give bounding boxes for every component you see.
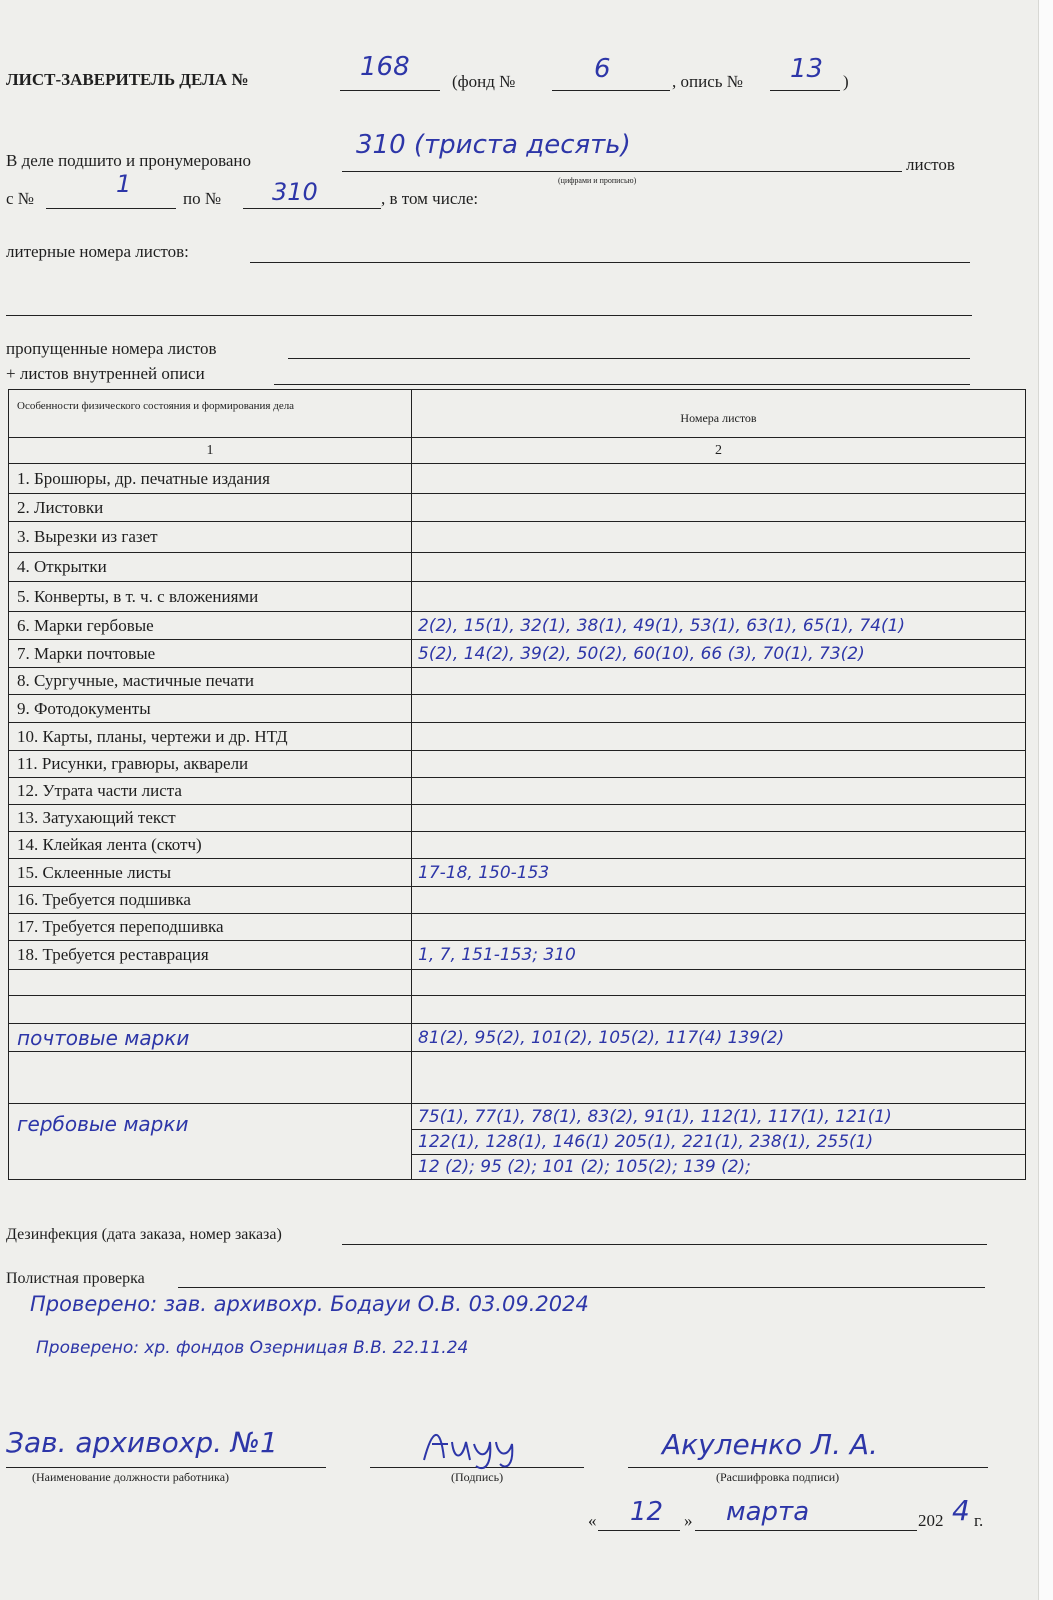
row-label: 16. Требуется подшивка (9, 887, 412, 914)
opis-number: 13 (790, 54, 824, 84)
form-title: ЛИСТ-ЗАВЕРИТЕЛЬ ДЕЛА № (6, 70, 249, 89)
opis-label: , опись № (672, 72, 743, 91)
sheets-unit: листов (906, 155, 955, 174)
row-value (412, 832, 1026, 859)
sheets-value: 310 (триста десять) (356, 130, 631, 160)
row-label: 15. Склеенные листы (9, 859, 412, 887)
position-caption: (Наименование должности работника) (32, 1470, 230, 1484)
col1-number: 1 (9, 438, 412, 464)
row-label: 8. Сургучные, мастичные печати (9, 668, 412, 695)
row-label: 7. Марки почтовые (9, 640, 412, 668)
row-label: 12. Утрата части листа (9, 778, 412, 805)
row-label: 11. Рисунки, гравюры, акварели (9, 751, 412, 778)
missing-label: пропущенные номера листов (6, 339, 217, 358)
date-year-prefix: 202 (918, 1511, 944, 1530)
condition-table (8, 389, 1026, 1180)
sheets-label: В деле подшито и пронумеровано (6, 151, 252, 170)
row-label: 6. Марки гербовые (9, 612, 412, 640)
col2-header: Номера листов (412, 390, 1026, 438)
date-g: г. (974, 1511, 984, 1530)
row-value (412, 914, 1026, 941)
check-note: Проверено: зав. архивохр. Бодауи О.В. 03.09.2024 (30, 1292, 589, 1316)
from-value: 1 (116, 170, 132, 198)
fond-number: 6 (594, 54, 611, 84)
row-value (412, 494, 1026, 522)
date-close-quote: » (684, 1511, 693, 1530)
row-value (412, 582, 1026, 612)
name-caption: (Расшифровка подписи) (716, 1470, 840, 1484)
signature-caption: (Подпись) (451, 1470, 504, 1484)
extra-stamp-label: гербовые марки (9, 1104, 412, 1180)
row-value: 17-18, 150-153 (412, 859, 1026, 887)
row-value (412, 522, 1026, 553)
row-label: 18. Требуется реставрация (9, 941, 412, 970)
extra-postal-label: почтовые марки (9, 1024, 412, 1052)
to-label: по № (183, 189, 222, 208)
row-value: 5(2), 14(2), 39(2), 50(2), 60(10), 66 (3), 70(1), 73(2) (412, 640, 1026, 668)
date-month: марта (726, 1497, 810, 1527)
letter-numbers-label: литерные номера листов: (6, 242, 189, 261)
row-value (412, 464, 1026, 494)
row-value (412, 805, 1026, 832)
row-label: 3. Вырезки из газет (9, 522, 412, 553)
position-value: Зав. архивохр. №1 (6, 1426, 278, 1459)
row-label: 9. Фотодокументы (9, 695, 412, 723)
row-label: 5. Конверты, в т. ч. с вложениями (9, 582, 412, 612)
from-label: с № (6, 189, 35, 208)
empty-cell (412, 1052, 1026, 1104)
row-value (412, 887, 1026, 914)
empty-cell (9, 1052, 412, 1104)
row-value: 1, 7, 151-153; 310 (412, 941, 1026, 970)
row-value (412, 668, 1026, 695)
row-label: 1. Брошюры, др. печатные издания (9, 464, 412, 494)
row-value: 2(2), 15(1), 32(1), 38(1), 49(1), 53(1), 63(1), 65(1), 74(1) (412, 612, 1026, 640)
row-label: 17. Требуется переподшивка (9, 914, 412, 941)
col1-header: Особенности физического состояния и формирования дела (9, 390, 412, 438)
fond-label: (фонд № (452, 72, 516, 91)
empty-cell (9, 970, 412, 996)
date-year-suffix: 4 (952, 1494, 970, 1527)
row-value (412, 751, 1026, 778)
col2-number: 2 (412, 438, 1026, 464)
extra-stamp-line: 12 (2); 95 (2); 101 (2); 105(2); 139 (2); (412, 1155, 1026, 1180)
extra-stamp-line: 75(1), 77(1), 78(1), 83(2), 91(1), 112(1), 117(1), 121(1) (412, 1104, 1026, 1130)
row-label: 4. Открытки (9, 553, 412, 582)
row-value (412, 723, 1026, 751)
sheets-hint: (цифрами и прописью) (558, 176, 637, 185)
empty-cell (412, 970, 1026, 996)
row-label: 10. Карты, планы, чертежи и др. НТД (9, 723, 412, 751)
to-value: 310 (272, 178, 318, 206)
date-day: 12 (630, 1497, 664, 1527)
page-check-label: Полистная проверка (6, 1270, 145, 1287)
empty-cell (412, 996, 1026, 1024)
row-label: 14. Клейкая лента (скотч) (9, 832, 412, 859)
name-value: Акуленко Л. А. (662, 1428, 878, 1461)
row-label: 2. Листовки (9, 494, 412, 522)
check-note: Проверено: хр. фондов Озерницая В.В. 22.11.24 (36, 1338, 469, 1358)
disinfection-label: Дезинфекция (дата заказа, номер заказа) (6, 1226, 282, 1243)
extra-postal-value: 81(2), 95(2), 101(2), 105(2), 117(4) 139(2) (412, 1024, 1026, 1052)
empty-cell (9, 996, 412, 1024)
extra-stamp-line: 122(1), 128(1), 146(1) 205(1), 221(1), 238(1), 255(1) (412, 1130, 1026, 1155)
row-value (412, 553, 1026, 582)
case-number: 168 (360, 52, 410, 82)
date-open-quote: « (588, 1511, 597, 1530)
inner-inventory-label: + листов внутренней описи (6, 364, 205, 383)
close-paren: ) (843, 72, 849, 91)
row-value (412, 778, 1026, 805)
including-label: , в том числе: (381, 189, 479, 208)
handwritten-signature (418, 1420, 548, 1470)
page-edge (1038, 0, 1053, 1600)
row-label: 13. Затухающий текст (9, 805, 412, 832)
row-value (412, 695, 1026, 723)
